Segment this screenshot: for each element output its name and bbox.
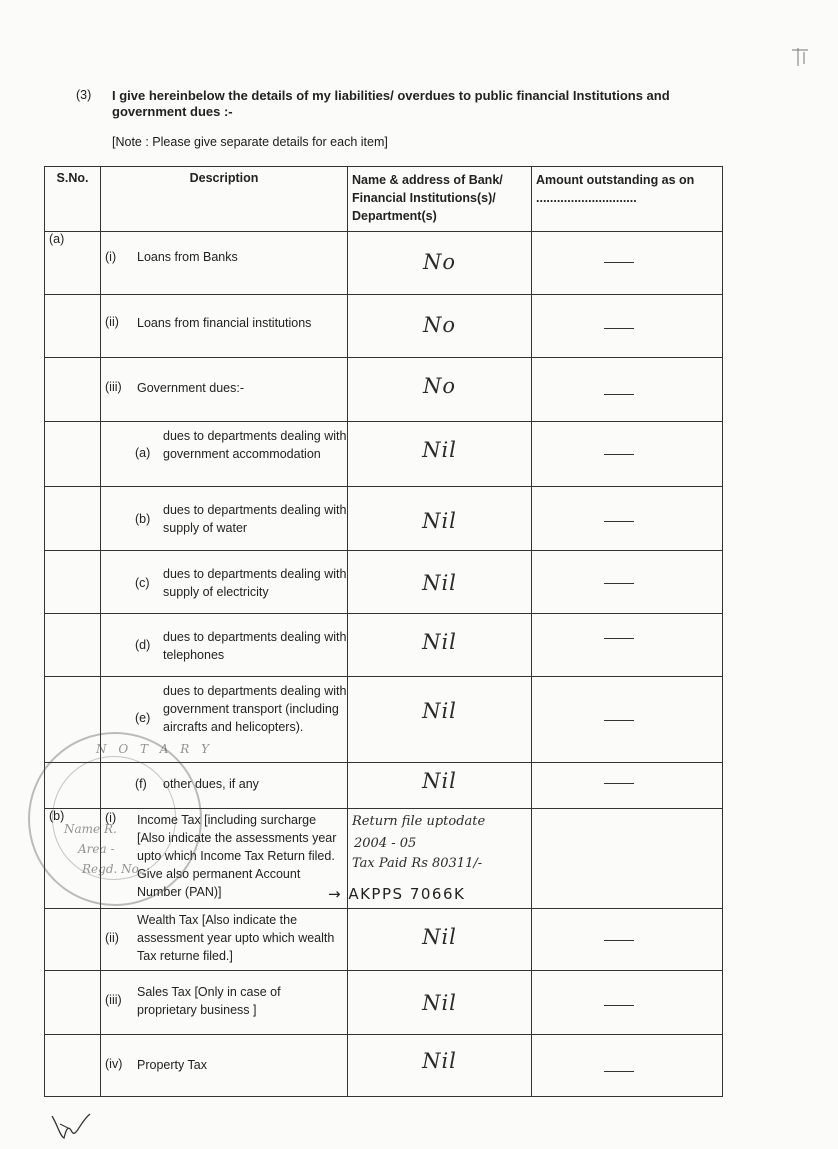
empty-sno bbox=[45, 677, 101, 763]
dash-mark bbox=[604, 720, 634, 721]
handwritten-tax-paid: Tax Paid Rs 80311/- bbox=[352, 856, 483, 871]
handwritten-entry: Nil bbox=[422, 438, 457, 462]
row-description bbox=[101, 971, 348, 1035]
stamp-text-top: N O T A R Y bbox=[96, 742, 214, 756]
sub-row-number: (e) bbox=[135, 711, 151, 725]
row-bank bbox=[348, 971, 532, 1035]
handwritten-pan: → AKPPS 7066K bbox=[328, 885, 466, 903]
row-amount bbox=[532, 295, 723, 358]
row-description bbox=[101, 614, 348, 677]
row-amount bbox=[532, 614, 723, 677]
row-amount bbox=[532, 809, 723, 909]
table-row bbox=[45, 1035, 723, 1097]
group-b-sno: (b) bbox=[45, 809, 101, 909]
dash-mark bbox=[604, 583, 634, 584]
dash-mark bbox=[604, 783, 634, 784]
row-amount bbox=[532, 1035, 723, 1097]
row-description bbox=[101, 909, 348, 971]
section-note: [Note : Please give separate details for each item] bbox=[112, 135, 388, 149]
row-bank bbox=[348, 487, 532, 551]
row-bank bbox=[348, 551, 532, 614]
row-number: (i) bbox=[105, 250, 117, 264]
sub-row-text: dues to departments dealing with government accommodation bbox=[163, 429, 347, 461]
empty-sno bbox=[45, 1035, 101, 1097]
sub-row-text: dues to departments dealing with government transport (including aircrafts and helicopters). bbox=[163, 684, 347, 734]
row-number: (ii) bbox=[105, 931, 119, 945]
sub-row-number: (a) bbox=[135, 446, 151, 460]
handwritten-entry: No bbox=[422, 250, 457, 274]
row-number: (iii) bbox=[105, 993, 122, 1007]
row-text: Government dues:- bbox=[137, 381, 244, 395]
row-amount bbox=[532, 487, 723, 551]
row-description bbox=[101, 232, 348, 295]
row-bank bbox=[348, 295, 532, 358]
table-header-row bbox=[45, 167, 723, 232]
row-amount bbox=[532, 358, 723, 422]
table-row bbox=[45, 614, 723, 677]
handwritten-entry: Nil bbox=[422, 925, 457, 949]
empty-sno bbox=[45, 551, 101, 614]
dash-mark bbox=[604, 638, 634, 639]
signature-icon bbox=[50, 1112, 94, 1142]
table-row bbox=[45, 358, 723, 422]
dash-mark bbox=[604, 394, 634, 395]
row-bank bbox=[348, 677, 532, 763]
row-text: Property Tax bbox=[137, 1058, 207, 1072]
row-amount bbox=[532, 909, 723, 971]
sub-row-text: dues to departments dealing with supply of electricity bbox=[163, 567, 347, 599]
section-heading: I give hereinbelow the details of my liabilities/ overdues to public financial Institutions and government dues :- bbox=[112, 88, 670, 119]
row-bank bbox=[328, 809, 532, 909]
dash-mark bbox=[604, 328, 634, 329]
row-bank bbox=[348, 358, 532, 422]
row-number: (iv) bbox=[105, 1057, 123, 1071]
row-description bbox=[101, 551, 348, 614]
header-bank: Name & address of Bank/ Financial Institutions(s)/ Department(s) bbox=[348, 167, 532, 232]
row-number: (iii) bbox=[105, 380, 122, 394]
row-number: (ii) bbox=[105, 315, 119, 329]
handwritten-entry: Nil bbox=[422, 571, 457, 595]
stamp-text-area: Area - bbox=[78, 842, 115, 856]
row-amount bbox=[532, 422, 723, 487]
sub-row-text: dues to departments dealing with telephones bbox=[163, 630, 347, 662]
row-amount bbox=[532, 551, 723, 614]
stamp-text-name: Name R. bbox=[64, 822, 117, 836]
empty-sno bbox=[45, 422, 101, 487]
sub-row-number: (c) bbox=[135, 576, 150, 590]
row-bank bbox=[348, 763, 532, 809]
table-row bbox=[45, 422, 723, 487]
empty-sno bbox=[45, 295, 101, 358]
row-amount bbox=[532, 763, 723, 809]
row-bank bbox=[348, 1035, 532, 1097]
handwritten-entry: Nil bbox=[422, 630, 457, 654]
sub-row-text: other dues, if any bbox=[163, 777, 259, 791]
dash-mark bbox=[604, 1071, 634, 1072]
handwritten-assessment-year: 2004 - 05 bbox=[354, 836, 417, 851]
row-description bbox=[101, 422, 348, 487]
stamp-text-regd: Regd. No. bbox=[82, 862, 143, 876]
row-description bbox=[101, 358, 348, 422]
row-text: Wealth Tax [Also indicate the assessment year upto which wealth Tax returne filed.] bbox=[137, 913, 335, 963]
handwritten-entry: Nil bbox=[422, 991, 457, 1015]
dash-mark bbox=[604, 521, 634, 522]
empty-sno bbox=[45, 358, 101, 422]
handwritten-entry: No bbox=[422, 374, 457, 398]
row-bank bbox=[348, 232, 532, 295]
table-row bbox=[45, 487, 723, 551]
empty-sno bbox=[45, 614, 101, 677]
sub-row-number: (d) bbox=[135, 638, 151, 652]
handwritten-entry: No bbox=[422, 313, 457, 337]
table-row bbox=[45, 232, 723, 295]
row-text: Income Tax [including surcharge [Also indicate the assessments year upto which Income Tax Return filed. Give also permanent Account Number (PAN)] bbox=[137, 813, 337, 899]
row-bank bbox=[348, 614, 532, 677]
table-row bbox=[45, 551, 723, 614]
empty-sno bbox=[45, 971, 101, 1035]
row-number: (i) bbox=[105, 811, 117, 825]
row-description bbox=[101, 295, 348, 358]
row-description bbox=[101, 1035, 348, 1097]
sub-row-number: (f) bbox=[135, 777, 147, 791]
dash-mark bbox=[604, 940, 634, 941]
liabilities-table bbox=[44, 166, 723, 1097]
row-amount bbox=[532, 232, 723, 295]
row-amount bbox=[532, 677, 723, 763]
table-row bbox=[45, 909, 723, 971]
group-a-sno: (a) bbox=[45, 232, 101, 295]
dash-mark bbox=[604, 262, 634, 263]
empty-sno bbox=[45, 909, 101, 971]
empty-sno bbox=[45, 487, 101, 551]
dash-mark bbox=[604, 454, 634, 455]
header-amount: Amount outstanding as on ............................. bbox=[532, 167, 723, 232]
handwritten-return-line: Return file uptodate bbox=[352, 814, 486, 829]
sub-row-text: dues to departments dealing with supply of water bbox=[163, 503, 347, 535]
row-text: Loans from Banks bbox=[137, 250, 238, 264]
section-number: (3) bbox=[76, 88, 92, 102]
header-sno: S.No. bbox=[45, 167, 101, 232]
row-amount bbox=[532, 971, 723, 1035]
handwritten-entry: Nil bbox=[422, 769, 457, 793]
header-description: Description bbox=[101, 167, 348, 232]
handwritten-entry: Nil bbox=[422, 1049, 457, 1073]
handwritten-entry: Nil bbox=[422, 699, 457, 723]
dash-mark bbox=[604, 1005, 634, 1006]
corner-mark-icon bbox=[790, 46, 810, 68]
row-bank bbox=[348, 422, 532, 487]
sub-row-number: (b) bbox=[135, 512, 151, 526]
row-text: Loans from financial institutions bbox=[137, 316, 312, 330]
row-text: Sales Tax [Only in case of proprietary business ] bbox=[137, 985, 281, 1017]
table-row bbox=[45, 971, 723, 1035]
table-row bbox=[45, 295, 723, 358]
row-description bbox=[101, 487, 348, 551]
handwritten-entry: Nil bbox=[422, 509, 457, 533]
row-bank bbox=[348, 909, 532, 971]
